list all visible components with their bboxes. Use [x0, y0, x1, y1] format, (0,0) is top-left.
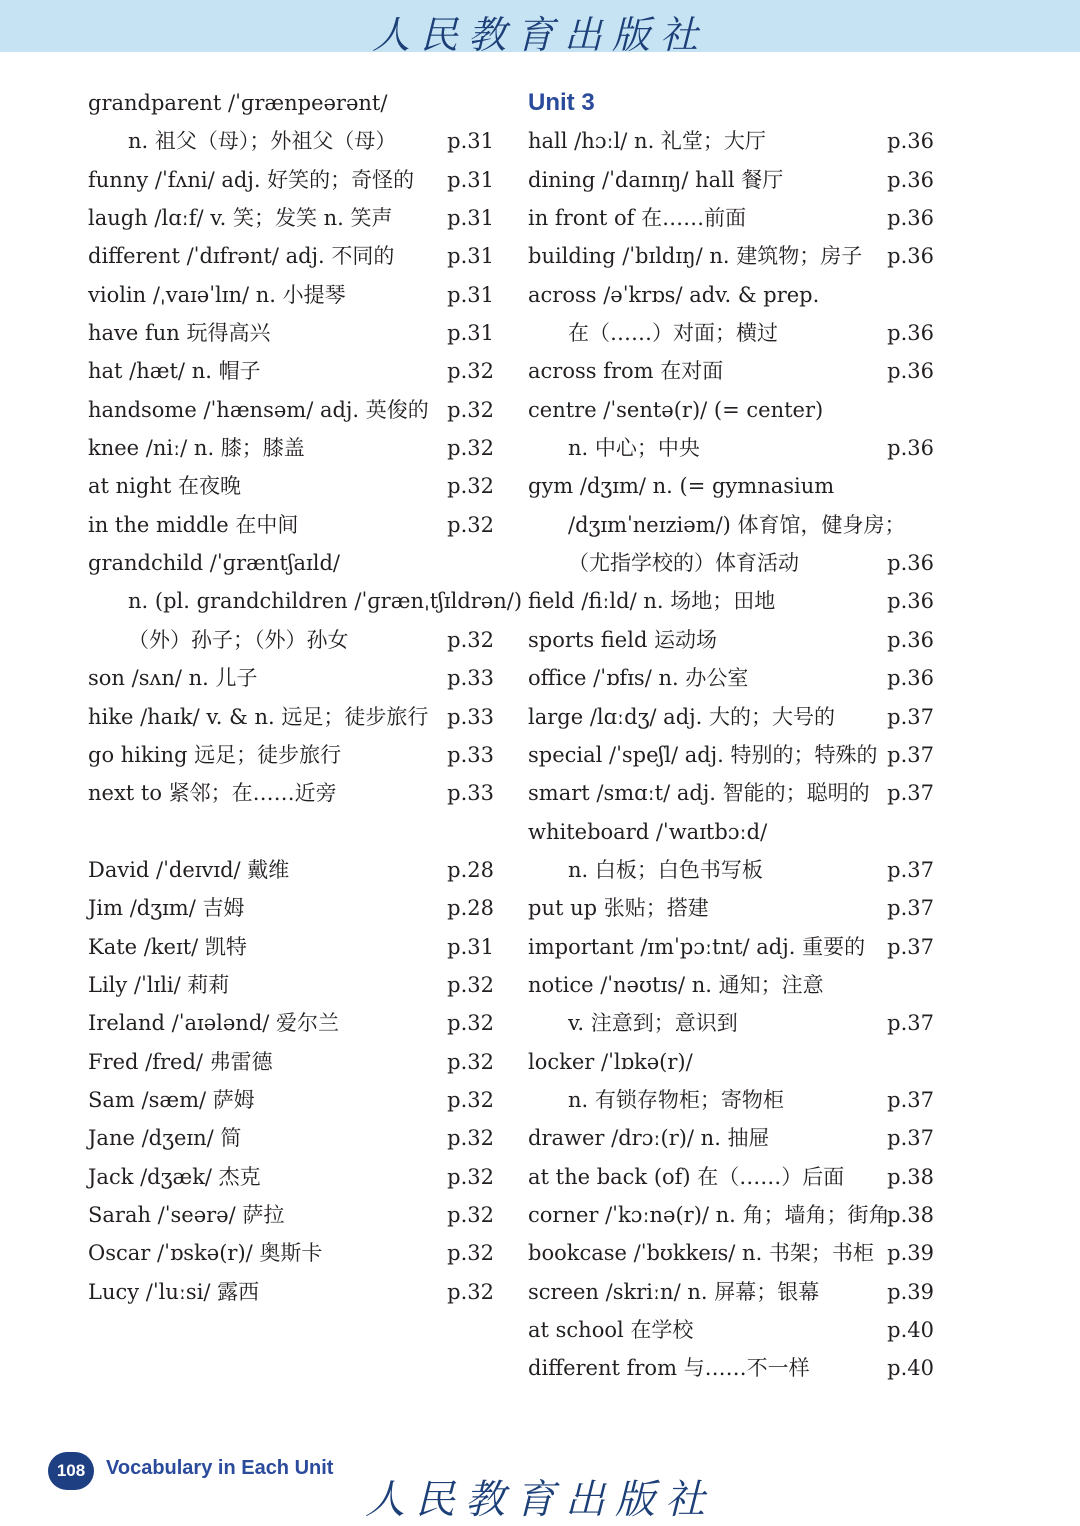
vocab-row: [88, 813, 494, 851]
vocab-entry: whiteboard /ˈwaɪtbɔːd/: [528, 819, 768, 844]
page-ref: p.37: [887, 1087, 934, 1112]
vocab-row: [528, 736, 934, 774]
vocab-row: [528, 314, 934, 352]
vocab-entry: screen /skriːn/ n. 屏幕；银幕: [528, 1279, 820, 1304]
vocab-entry: across from 在对面: [528, 359, 724, 384]
vocab-row: [528, 698, 934, 736]
vocab-entry: notice /ˈnəʊtɪs/ n. 通知；注意: [528, 972, 824, 997]
vocab-entry: hike /haɪk/ v. & n. 远足；徒步旅行: [88, 704, 429, 729]
page-ref: p.33: [447, 781, 494, 806]
vocab-entry: large /lɑːdʒ/ adj. 大的；大号的: [528, 704, 836, 729]
vocab-row: [528, 276, 934, 314]
vocab-row: [528, 851, 934, 889]
page-ref: p.36: [887, 359, 934, 384]
left-vocab-column: [88, 84, 523, 1311]
page-number-badge: 108: [48, 1452, 94, 1490]
page-ref: p.36: [887, 244, 934, 269]
page-ref: p.36: [887, 167, 934, 192]
vocab-row: [528, 966, 934, 1004]
vocab-row: [528, 1311, 934, 1349]
vocab-row: [88, 774, 494, 812]
page-ref: p.31: [447, 244, 494, 269]
vocab-entry: Sarah /ˈseərə/ 萨拉: [88, 1202, 285, 1227]
vocab-entry: bookcase /ˈbʊkkeɪs/ n. 书架；书柜: [528, 1241, 874, 1266]
vocab-row: [528, 1119, 934, 1157]
vocab-entry: put up 张贴；搭建: [528, 896, 709, 921]
vocab-entry: dining /ˈdaɪnɪŋ/ hall 餐厅: [528, 167, 784, 192]
page-ref: p.37: [887, 857, 934, 882]
page-ref: p.32: [447, 397, 494, 422]
vocab-entry: n. 中心；中央: [568, 436, 700, 461]
vocab-row: [528, 429, 934, 467]
page-ref: p.39: [887, 1241, 934, 1266]
page-ref: p.28: [447, 857, 494, 882]
vocab-entry: son /sʌn/ n. 儿子: [88, 666, 258, 691]
vocab-entry: funny /ˈfʌni/ adj. 好笑的；奇怪的: [88, 167, 415, 192]
vocab-row: [88, 1004, 494, 1042]
vocab-entry: laugh /lɑːf/ v. 笑；发笑 n. 笑声: [88, 206, 393, 231]
vocab-entry: different /ˈdɪfrənt/ adj. 不同的: [88, 244, 395, 269]
vocab-row: [88, 467, 494, 505]
vocab-row: [88, 544, 494, 582]
vocab-row: [528, 1081, 934, 1119]
vocab-row: [88, 199, 494, 237]
vocab-entry: important /ɪmˈpɔːtnt/ adj. 重要的: [528, 934, 866, 959]
unit-heading: Unit 3: [528, 89, 595, 116]
page-ref: p.36: [887, 321, 934, 346]
vocab-row: [528, 161, 934, 199]
vocab-row: [88, 1081, 494, 1119]
page-ref: p.38: [887, 1164, 934, 1189]
publisher-logo-top: 人民教育出版社: [371, 13, 708, 57]
vocab-entry: locker /ˈlɒkə(r)/: [528, 1049, 693, 1074]
page-ref: p.37: [887, 704, 934, 729]
vocab-row: [528, 928, 934, 966]
page-ref: p.32: [447, 436, 494, 461]
vocab-entry: have fun 玩得高兴: [88, 321, 271, 346]
vocab-entry: across /əˈkrɒs/ adv. & prep.: [528, 282, 820, 307]
vocab-entry: grandchild /ˈɡræntʃaɪld/: [88, 551, 341, 576]
vocab-row: [528, 621, 934, 659]
right-vocab-column: [528, 84, 934, 1388]
vocab-row: [528, 1158, 934, 1196]
vocab-entry: hall /hɔːl/ n. 礼堂；大厅: [528, 129, 766, 154]
vocab-row: [528, 1234, 934, 1272]
vocab-entry: field /fiːld/ n. 场地；田地: [528, 589, 776, 614]
vocab-row: [528, 1196, 934, 1234]
page-ref: p.36: [887, 129, 934, 154]
vocab-entry: hat /hæt/ n. 帽子: [88, 359, 261, 384]
vocab-entry: next to 紧邻；在……近旁: [88, 781, 337, 806]
vocab-row: [528, 813, 934, 851]
page-ref: p.37: [887, 934, 934, 959]
page-ref: p.31: [447, 129, 494, 154]
vocab-row: [88, 889, 494, 927]
page-ref: p.32: [447, 1279, 494, 1304]
vocab-entry: n. (pl. grandchildren /ˈɡrænˌtʃɪldrən/): [128, 589, 523, 614]
vocab-entry: n. 白板；白色书写板: [568, 857, 763, 882]
vocab-row: [88, 851, 494, 889]
vocab-row: [88, 966, 494, 1004]
vocab-entry: Lucy /ˈluːsi/ 露西: [88, 1279, 260, 1304]
vocab-entry: （尤指学校的）体育活动: [568, 551, 799, 576]
vocab-entry: grandparent /ˈɡrænpeərənt/: [88, 91, 388, 115]
vocab-row: [88, 84, 494, 122]
vocab-row: [88, 698, 494, 736]
vocab-row: [88, 506, 494, 544]
page-ref: p.37: [887, 742, 934, 767]
vocab-entry: Sam /sæm/ 萨姆: [88, 1087, 255, 1112]
vocab-entry: David /ˈdeɪvɪd/ 戴维: [88, 857, 290, 882]
page-ref: p.31: [447, 206, 494, 231]
vocab-entry: at the back (of) 在（……）后面: [528, 1164, 845, 1189]
page-ref: p.32: [447, 627, 494, 652]
vocab-row: [88, 1119, 494, 1157]
vocab-entry: knee /niː/ n. 膝；膝盖: [88, 436, 305, 461]
vocab-entry: Jim /dʒɪm/ 吉姆: [88, 896, 245, 921]
vocab-row: [88, 1273, 494, 1311]
page-ref: p.31: [447, 282, 494, 307]
vocab-row: [528, 352, 934, 390]
page-ref: p.37: [887, 1011, 934, 1036]
vocab-entry: Lily /ˈlɪli/ 莉莉: [88, 972, 230, 997]
publisher-logo-bottom: 人民教育出版社: [365, 1477, 715, 1523]
vocab-entry: in front of 在……前面: [528, 206, 747, 231]
vocab-row: [528, 506, 934, 544]
vocab-row: [88, 314, 494, 352]
page-ref: p.37: [887, 1126, 934, 1151]
vocab-entry: different from 与……不一样: [528, 1356, 810, 1381]
page-ref: p.40: [887, 1318, 934, 1342]
vocab-row: [528, 659, 934, 697]
vocab-row: [528, 889, 934, 927]
page-ref: p.39: [887, 1279, 934, 1304]
vocab-entry: Fred /fred/ 弗雷德: [88, 1049, 273, 1074]
vocab-row: [88, 621, 494, 659]
vocab-row: [528, 1273, 934, 1311]
vocab-entry: n. 祖父（母）；外祖父（母）: [128, 129, 397, 154]
vocab-entry: 在（……）对面；横过: [568, 321, 778, 346]
page-ref: p.36: [887, 589, 934, 614]
vocab-row: [528, 774, 934, 812]
vocab-row: [88, 276, 494, 314]
vocab-entry: Jack /dʒæk/ 杰克: [88, 1164, 261, 1189]
unit-heading-row: [528, 84, 934, 122]
page-ref: p.40: [887, 1356, 934, 1381]
vocab-row: [528, 1004, 934, 1042]
vocab-row: [88, 582, 523, 620]
page-ref: p.36: [887, 666, 934, 691]
vocab-row: [88, 391, 494, 429]
page-ref: p.33: [447, 666, 494, 691]
page-ref: p.31: [447, 167, 494, 192]
vocab-row: [528, 1349, 934, 1387]
page-ref: p.36: [887, 436, 934, 461]
page-ref: p.32: [447, 359, 494, 384]
vocab-entry: n. 有锁存物柜；寄物柜: [568, 1087, 784, 1112]
vocab-row: [88, 1043, 494, 1081]
page-ref: p.32: [447, 512, 494, 537]
footer-title: Vocabulary in Each Unit: [106, 1457, 334, 1479]
vocab-row: [88, 1196, 494, 1234]
vocab-row: [88, 1234, 494, 1272]
vocab-row: [88, 928, 494, 966]
vocab-entry: drawer /drɔː(r)/ n. 抽屉: [528, 1126, 770, 1151]
vocab-row: [88, 1158, 494, 1196]
vocab-entry: （外）孙子；（外）孙女: [128, 627, 349, 652]
vocab-row: [528, 199, 934, 237]
vocab-entry: in the middle 在中间: [88, 512, 299, 537]
vocab-entry: office /ˈɒfɪs/ n. 办公室: [528, 666, 749, 691]
vocab-row: [528, 122, 934, 160]
page-ref: p.32: [447, 1011, 494, 1036]
page-ref: p.38: [887, 1202, 934, 1227]
vocab-row: [528, 237, 934, 275]
page-ref: p.37: [887, 781, 934, 806]
page-ref: p.33: [447, 742, 494, 767]
vocab-row: [528, 1043, 934, 1081]
vocab-entry: at night 在夜晚: [88, 474, 241, 499]
page-ref: p.36: [887, 627, 934, 652]
page-ref: p.33: [447, 704, 494, 729]
vocab-entry: at school 在学校: [528, 1318, 694, 1342]
page-ref: p.37: [887, 896, 934, 921]
vocab-entry: special /ˈspeʃl/ adj. 特别的；特殊的: [528, 742, 878, 767]
vocab-row: [88, 429, 494, 467]
vocab-entry: Kate /keɪt/ 凯特: [88, 934, 247, 959]
vocab-entry: handsome /ˈhænsəm/ adj. 英俊的: [88, 397, 429, 422]
page-ref: p.32: [447, 1049, 494, 1074]
vocab-entry: corner /ˈkɔːnə(r)/ n. 角；墙角；街角: [528, 1202, 890, 1227]
page-ref: p.36: [887, 551, 934, 576]
vocab-entry: Ireland /ˈaɪələnd/ 爱尔兰: [88, 1011, 340, 1036]
vocab-row: [528, 582, 934, 620]
vocab-entry: violin /ˌvaɪəˈlɪn/ n. 小提琴: [88, 282, 346, 307]
page-ref: p.32: [447, 1241, 494, 1266]
vocab-row: [88, 352, 494, 390]
vocab-entry: go hiking 远足；徒步旅行: [88, 742, 342, 767]
page-ref: p.32: [447, 474, 494, 499]
page-ref: p.36: [887, 206, 934, 231]
vocab-row: [88, 237, 494, 275]
page-ref: p.32: [447, 1087, 494, 1112]
vocab-entry: smart /smɑːt/ adj. 智能的；聪明的: [528, 781, 870, 806]
vocab-entry: v. 注意到；意识到: [568, 1011, 738, 1036]
page-ref: p.31: [447, 321, 494, 346]
vocab-entry: /dʒɪmˈneɪziəm/) 体育馆，健身房；: [568, 512, 906, 537]
vocab-entry: building /ˈbɪldɪŋ/ n. 建筑物；房子: [528, 244, 863, 269]
page-ref: p.32: [447, 972, 494, 997]
page-ref: p.28: [447, 896, 494, 921]
vocab-row: [88, 736, 494, 774]
vocab-row: [528, 544, 934, 582]
vocab-entry: Jane /dʒeɪn/ 简: [88, 1126, 242, 1151]
vocab-row: [528, 467, 934, 505]
vocab-row: [88, 161, 494, 199]
vocab-entry: gym /dʒɪm/ n. (= gymnasium: [528, 474, 835, 499]
page-ref: p.32: [447, 1126, 494, 1151]
vocab-entry: centre /ˈsentə(r)/ (= center): [528, 397, 824, 422]
page-ref: p.32: [447, 1164, 494, 1189]
vocab-row: [528, 391, 934, 429]
page-ref: p.31: [447, 934, 494, 959]
page-ref: p.32: [447, 1202, 494, 1227]
vocab-entry: Oscar /ˈɒskə(r)/ 奥斯卡: [88, 1241, 323, 1266]
vocab-row: [88, 122, 494, 160]
vocab-entry: sports field 运动场: [528, 627, 718, 652]
vocab-row: [88, 659, 494, 697]
